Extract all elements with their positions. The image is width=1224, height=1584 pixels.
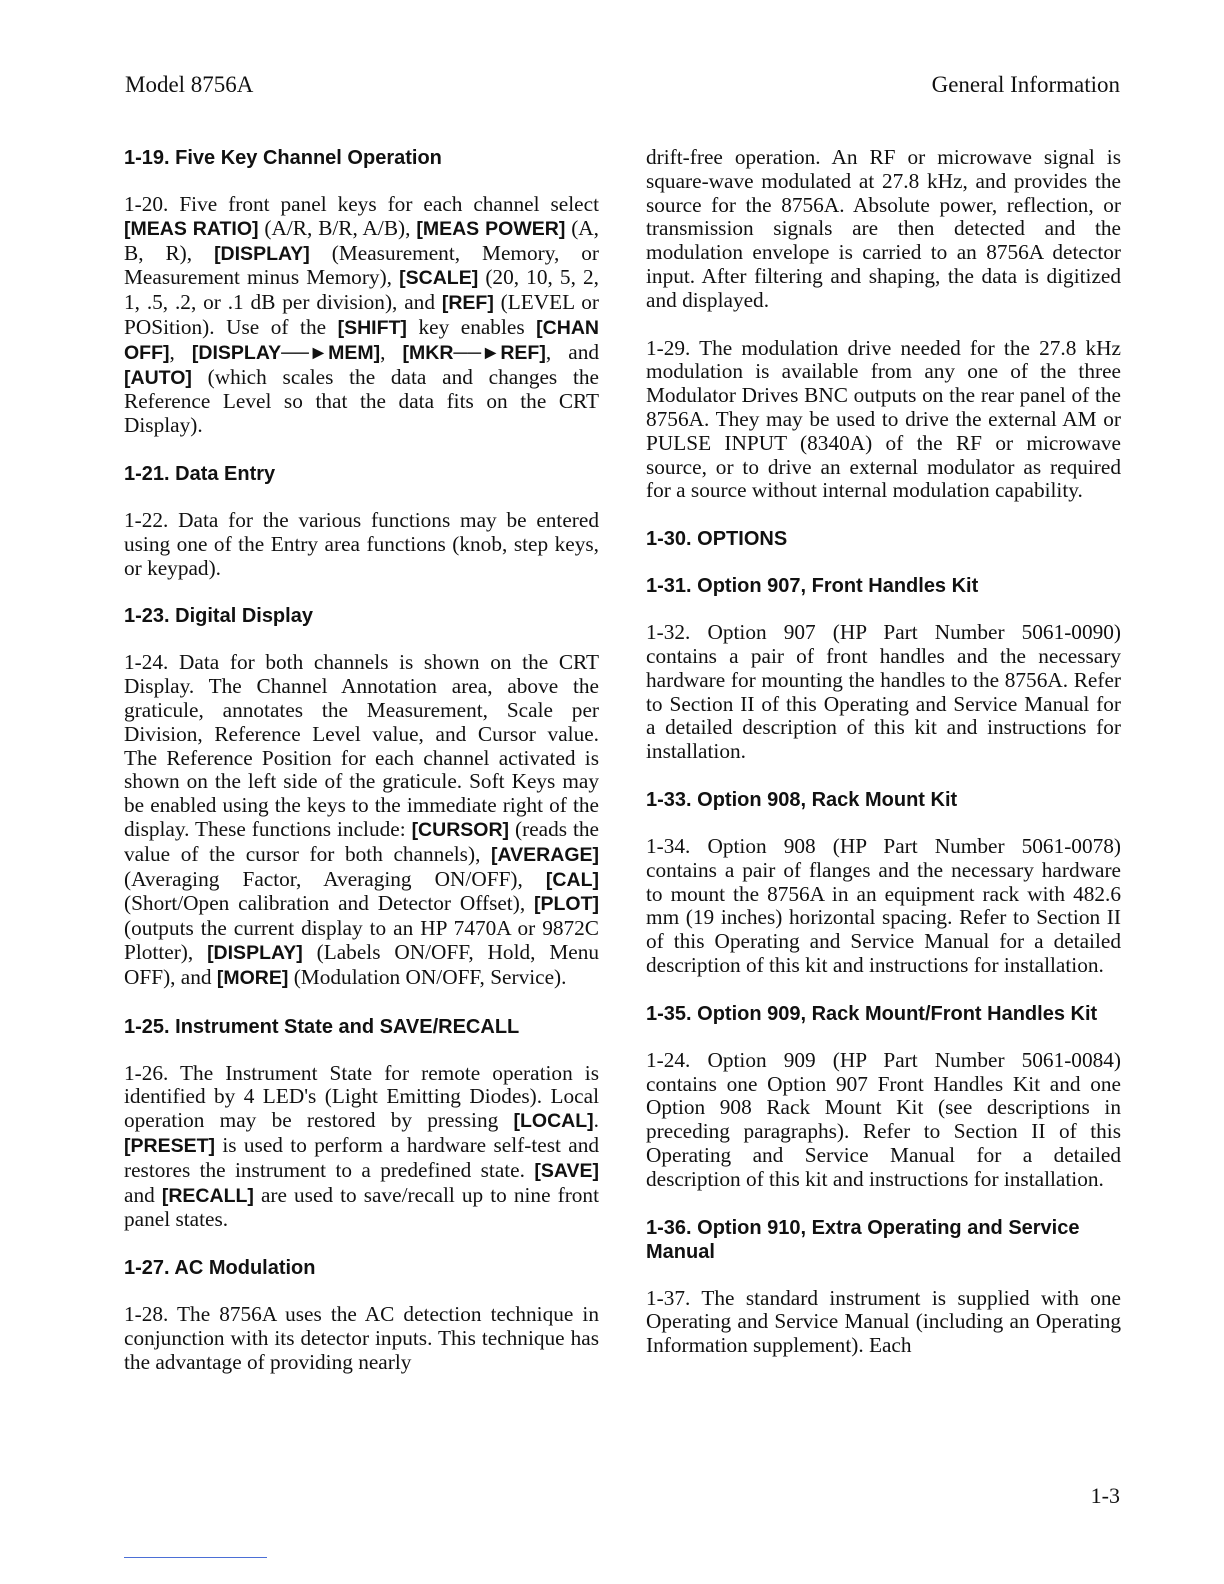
page-number: 1-3 [1090, 1483, 1120, 1508]
section-heading: 1-33. Option 908, Rack Mount Kit [646, 788, 958, 811]
paragraph: 1-22. Data for the various functions may be entered using one of the Entry area functions (knob, step keys, or keypad). [124, 507, 599, 580]
key-name: [REF] [441, 292, 494, 315]
section-heading: 1-25. Instrument State and SAVE/RECALL [124, 1015, 520, 1038]
section-heading: 1-21. Data Entry [124, 462, 276, 485]
right-column [646, 146, 1121, 1382]
paragraph: 1-20. Five front panel keys for each channel select [MEAS RATIO] (A/R, B/R, A/B), [MEAS POWER] (A, B, R), [DISPLAY] (Measurement, Memory, or Measurement minus Memory), [SCALE] (20, 10, 5, 2, 1, .5, .2, or .1 dB per division), and [REF] (LEVEL or POSition). Use of the [SHIFT] key enables [CHAN OFF], [DISPLAY──►MEM], [MKR──►REF], and [AUTO] (which scales the data and changes the Reference Level so that the data fits on the CRT Display). [124, 192, 600, 438]
section-heading: 1-31. Option 907, Front Handles Kit [646, 575, 979, 598]
key-name: [DISPLAY──►MEM] [191, 341, 381, 364]
key-name: [CAL] [545, 868, 599, 891]
key-name: [CHAN OFF] [124, 316, 599, 364]
running-header-model: Model 8756A [125, 72, 254, 97]
key-name: [PLOT] [534, 893, 599, 916]
key-name: [RECALL] [161, 1184, 254, 1207]
key-name: [LOCAL] [513, 1110, 594, 1133]
paragraph: 1-24. Data for both channels is shown on the CRT Display. The Channel Annotation area, above the graticule, annotates the Measurement, Scale per Division, Reference Level value, and Cursor value. The Reference Position for each channel activated is shown on the left side of the graticule. Soft Keys may be enabled using the keys to the immediate right of the display. These functions include: [CURSOR] (reads the value of the cursor for both channels), [AVERAGE] (Averaging Factor, Averaging ON/OFF), [CAL] (Short/Open calibration and Detector Offset), [PLOT] (outputs the current display to an HP 7470A or 9872C Plotter), [DISPLAY] (Labels ON/OFF, Hold, Menu OFF), and [MORE] (Modulation ON/OFF, Service). [124, 650, 600, 989]
paragraph: 1-29. The modulation drive needed for the 27.8 kHz modulation is available from any one of the three Modulator Drives BNC outputs on the rear panel of the 8756A. They may be used to drive the external AM or PULSE INPUT (8340A) of the RF or microwave source, or to drive an external modulator as required for a source without internal modulation capability. [646, 335, 1121, 503]
running-header-section: General Information [931, 72, 1120, 97]
key-name: [SCALE] [399, 267, 479, 290]
key-name: [SHIFT] [337, 316, 407, 339]
paragraph: 1-26. The Instrument State for remote operation is identified by 4 LED's (Light Emitting Diodes). Local operation may be restored by pressing [LOCAL]. [PRESET] is used to perform a hardware self-test and restores the instrument to a predefined state. [SAVE] and [RECALL] are used to save/recall up to nine front panel states. [124, 1060, 599, 1232]
key-name: [AUTO] [124, 366, 192, 389]
section-heading: 1-35. Option 909, Rack Mount/Front Handles Kit [646, 1002, 1098, 1025]
footer-rule [124, 1557, 267, 1558]
key-name: [MORE] [216, 966, 289, 989]
section-heading: 1-19. Five Key Channel Operation [124, 147, 442, 169]
paragraph: 1-28. The 8756A uses the AC detection technique in conjunction with its detector inputs. This technique has the advantage of providing nearly [124, 1302, 599, 1374]
section-heading: 1-30. OPTIONS [646, 528, 788, 551]
key-name: [MEAS POWER] [416, 217, 566, 240]
key-name: [PRESET] [124, 1134, 216, 1157]
paragraph: 1-37. The standard instrument is supplied with one Operating and Service Manual (including an Operating Information supplement). Each [646, 1285, 1121, 1358]
left-column [124, 146, 599, 1398]
section-heading: 1-36. Option 910, Extra Operating and Service Manual [646, 1216, 1080, 1263]
paragraph: drift-free operation. An RF or microwave signal is square-wave modulated at 27.8 kHz, and provides the source for the 8756A. Absolute power, reflection, or transmission signals are then detected and the modulation envelope is carried to an 8756A detector input. After filtering and shaping, the data is digitized and displayed. [646, 145, 1121, 312]
key-name: [CURSOR] [411, 818, 510, 841]
section-heading: 1-23. Digital Display [124, 605, 313, 628]
paragraph: 1-32. Option 907 (HP Part Number 5061-0090) contains a pair of front handles and the necessary hardware for mounting the handles to the 8756A. Refer to Section II of this Operating and Service Manual for a detailed description of this kit and instructions for installation. [646, 620, 1121, 764]
key-name: [SAVE] [534, 1159, 599, 1182]
key-name: [DISPLAY] [214, 242, 310, 265]
paragraph: 1-34. Option 908 (HP Part Number 5061-0078) contains a pair of flanges and the necessary hardware to mount the 8756A in an equipment rack with 482.6 mm (19 inches) horizontal spacing. Refer to Section II of this Operating and Service Manual for a detailed description of this kit and instructions for installation. [646, 833, 1121, 977]
paragraph: 1-24. Option 909 (HP Part Number 5061-0084) contains one Option 907 Front Handles Kit and one Option 908 Rack Mount Kit (see descriptions in preceding paragraphs). Refer to Section II of this Operating and Service Manual for a detailed description of this kit and instructions for installation. [646, 1047, 1121, 1191]
key-name: [AVERAGE] [491, 843, 599, 866]
section-heading: 1-27. AC Modulation [124, 1257, 316, 1280]
key-name: [DISPLAY] [207, 941, 303, 964]
key-name: [MEAS RATIO] [124, 217, 259, 240]
key-name: [MKR──►REF] [402, 341, 546, 364]
